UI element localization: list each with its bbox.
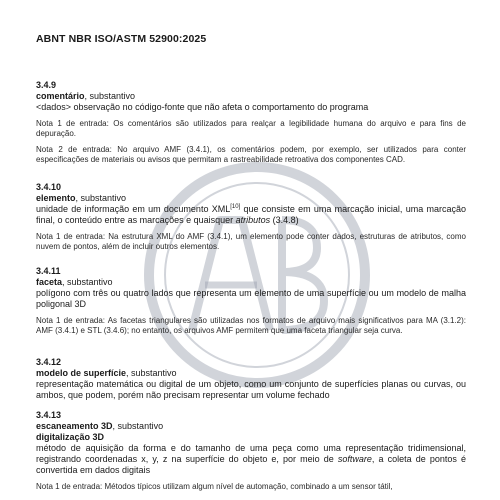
term-pos: , substantivo bbox=[84, 91, 136, 101]
term-pos: , substantivo bbox=[75, 193, 127, 203]
definition-part: (3.4.8) bbox=[270, 215, 299, 225]
term-name-line bbox=[36, 421, 466, 432]
term-entry bbox=[36, 357, 466, 401]
term-pos: , substantivo bbox=[126, 368, 177, 378]
term-pos: , substantivo bbox=[112, 421, 164, 431]
definition-emphasis: atributos bbox=[235, 215, 271, 225]
term-entry bbox=[36, 410, 466, 492]
term-note: Nota 1 de entrada: Na estrutura XML do AMF (3.4.1), um elemento pode conter dados, estruturas de atributos, como nuvem de pontos, além de incluir outros elementos. bbox=[36, 232, 466, 251]
term-number: 3.4.11 bbox=[36, 266, 61, 276]
term-pos: , substantivo bbox=[62, 277, 113, 287]
term-name-line bbox=[36, 91, 466, 102]
term-definition: representação matemática ou digital de um objeto, como um conjunto de superfícies planas ou curvas, ou ambos, que podem, porém não precisam representar um volume fechado bbox=[36, 379, 466, 400]
term-note: Nota 1 de entrada: Os comentários são utilizados para realçar a legibilidade humana do arquivo e para fins de depuração. bbox=[36, 119, 466, 138]
term-entry bbox=[36, 182, 466, 252]
term-note: Nota 1 de entrada: As facetas triangulares são utilizadas nos formatos de arquivo mais significativos para MA (3.1.2): AMF (3.4.1) e STL (3.4.6); no entanto, os arquivos AMF permitem que uma faceta triangular seja curva. bbox=[36, 316, 466, 335]
term-name: escaneamento 3D bbox=[36, 421, 113, 431]
term-note: Nota 2 de entrada: No arquivo AMF (3.4.1), os comentários podem, por exemplo, ser utilizados para conter especificações de materiais ou avisos que permitam a rastreabilidade retroativa dos componentes CAD. bbox=[36, 145, 466, 164]
term-synonym-line bbox=[36, 432, 466, 443]
term-definition: polígono com três ou quatro lados que representa um elemento de uma superfície ou um modelo de malha poligonal 3D bbox=[36, 288, 466, 309]
definition-part: método de aquisição da forma e do tamanho de uma peça como uma representação tridimensional, registrando coordenadas x, y, z na superfície do objeto e, por meio de bbox=[36, 443, 466, 464]
page-header: ABNT NBR ISO/ASTM 52900:2025 bbox=[36, 33, 207, 45]
definition-part: , a coleta de pontos é convertida em dados digitais bbox=[36, 454, 467, 475]
term-name: modelo de superfície bbox=[36, 368, 127, 378]
term-entry bbox=[36, 80, 466, 165]
reference-marker: [10] bbox=[230, 204, 241, 210]
definition-part: unidade de informação em um documento XML bbox=[36, 204, 231, 214]
term-name: comentário bbox=[36, 91, 85, 101]
term-number: 3.4.10 bbox=[36, 182, 62, 192]
term-definition bbox=[36, 443, 466, 476]
term-note: Nota 1 de entrada: Métodos típicos utilizam algum nível de automação, combinado a um sensor tátil, bbox=[36, 482, 393, 491]
term-entry bbox=[36, 266, 466, 336]
term-name-line bbox=[36, 193, 466, 204]
term-synonym: digitalização 3D bbox=[36, 432, 105, 442]
term-number: 3.4.9 bbox=[36, 80, 57, 90]
definition-part: que consiste em uma marcação inicial, uma marcação final, o conteúdo entre as marcações e quaisquer bbox=[36, 204, 466, 225]
term-name: faceta bbox=[36, 277, 63, 287]
term-number: 3.4.12 bbox=[36, 357, 62, 367]
definition-emphasis: software bbox=[337, 454, 372, 464]
term-number: 3.4.13 bbox=[36, 410, 62, 420]
term-name-line bbox=[36, 277, 466, 288]
term-definition: <dados> observação no código-fonte que não afeta o comportamento do programa bbox=[36, 102, 369, 112]
term-name-line bbox=[36, 368, 466, 379]
term-definition bbox=[36, 204, 466, 226]
term-name: elemento bbox=[36, 193, 76, 203]
